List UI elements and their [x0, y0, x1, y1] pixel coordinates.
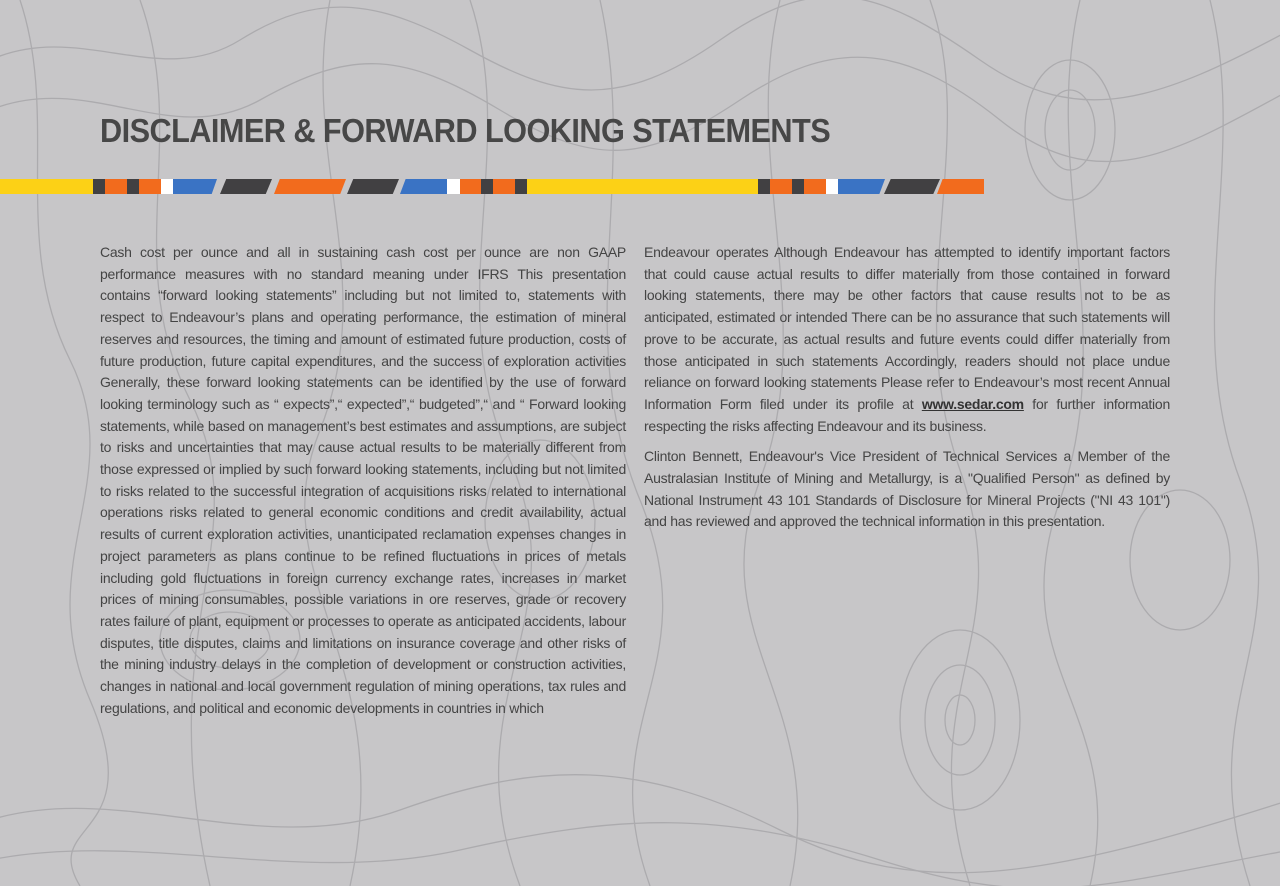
forward-looking-statements-paragraph: Cash cost per ounce and all in sustaining cash cost per ounce are non GAAP performance measures with no standard meaning under IFRS This presentation contains “forward looking statements” including but not limited to, statements with respect to Endeavour’s plans and operating performance, the estimation of mineral reserves and resources, the timing and amount of estimated future production, costs of future production, future capital expenditures, and the success of exploration activities Generally, these forward looking statements can be identified by the use of forward looking terminology such as “ expects”,“ expected”,“ budgeted”,“ and “ Forward looking statements, while based on management’s best estimates and assumptions, are subject to risks and uncertainties that may cause actual results to be materially different from those expressed or implied by such forward looking statements, including but not limited to risks related to the successful integration of acquisitions risks related to international operations risks related to general economic conditions and credit availability, actual results of current exploration activities, unanticipated reclamation expenses changes in project parameters as plans continue to be refined fluctuations in prices of metals including gold fluctuations in foreign currency exchange rates, increases in market prices of mining consumables, possible variations in ore reserves, grade or recovery rates failure of plant, equipment or processes to operate as anticipated accidents, labour disputes, title disputes, claims and limitations on insurance coverage and other risks of the mining industry delays in the completion of development or construction activities, changes in national and local government regulation of mining operations, tax rules and regulations, and political and economic developments in countries in which	[100, 244, 626, 716]
disclaimer-left-column	[100, 242, 626, 719]
disclaimer-right-column	[644, 242, 1170, 533]
page-title: DISCLAIMER & FORWARD LOOKING STATEMENTS	[100, 112, 831, 149]
sedar-link[interactable]: www.sedar.com	[921, 395, 1024, 412]
risk-factors-paragraph	[644, 242, 1170, 437]
qualified-person-paragraph: Clinton Bennett, Endeavour's Vice President of Technical Services a Member of the Australasian Institute of Mining and Metallurgy, is a "Qualified Person" as defined by National Instrument 43 101 Standards of Disclosure for Mineral Projects ("NI 43 101") and has reviewed and approved the technical information in this presentation.	[644, 448, 1170, 530]
risk-factors-text: Endeavour operates Although Endeavour has attempted to identify important factors that could cause actual results to differ materially from those contained in forward looking statements, there may be other factors that cause results not to be as anticipated, estimated or intended There can be no assurance that such statements will prove to be accurate, as actual results and future events could differ materially from those anticipated in such statements Accordingly, readers should not place undue reliance on forward looking statements Please refer to Endeavour’s most recent Annual Information Form filed under its profile at	[644, 244, 1170, 412]
decorative-color-stripe	[0, 179, 984, 194]
risk-factors-text-end: for further information respecting the risks affecting Endeavour and its business.	[644, 395, 1170, 434]
